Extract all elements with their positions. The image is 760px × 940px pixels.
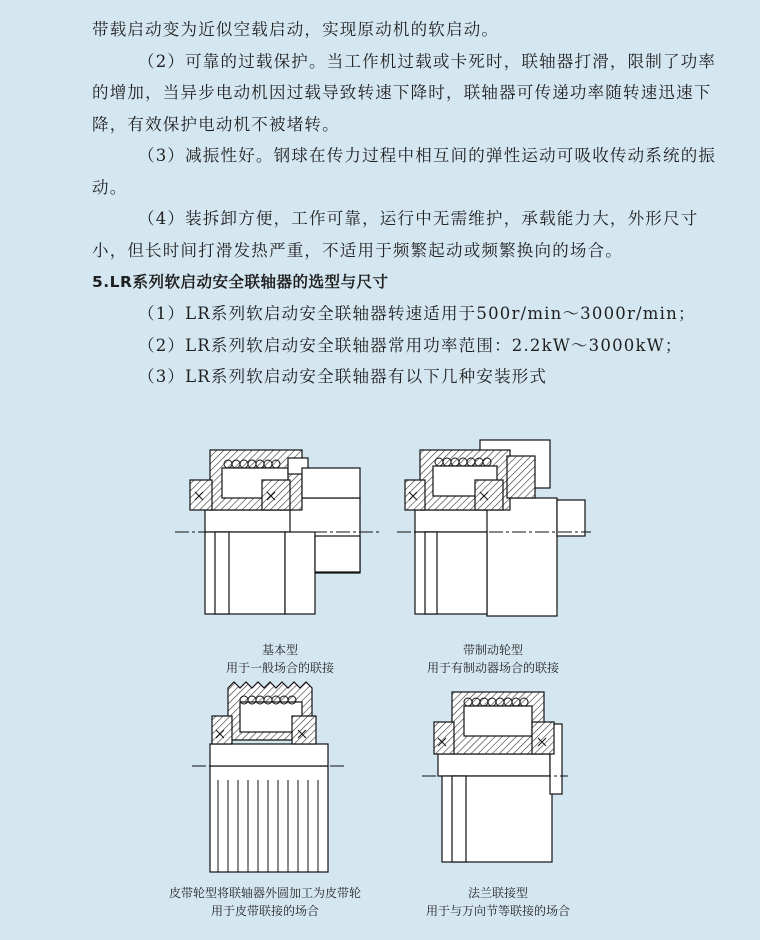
item-installation-types: （3）LR系列软启动安全联轴器有以下几种安装形式 <box>138 367 548 386</box>
paragraph-overload-protection: （2）可靠的过载保护。当工作机过载或卡死时，联轴器打滑，限制了功率的增加，当异步电动机因过载导致转速下降时，联轴器可传递功率随转速迅速下降，有效保护电动机不被堵转。 <box>92 51 717 134</box>
section-heading: 5.LR系列软启动安全联轴器的选型与尺寸 <box>92 273 389 291</box>
figure-caption: 用于皮带联接的场合 <box>210 904 319 918</box>
figure-title: 皮带轮型将联轴器外圆加工为皮带轮 <box>168 886 361 900</box>
caption-flange-type <box>348 884 648 920</box>
figure-caption: 用于有制动器场合的联接 <box>426 661 559 675</box>
drawing-flange-type <box>420 684 570 866</box>
body-text <box>92 14 732 393</box>
item-power-range: （2）LR系列软启动安全联轴器常用功率范围：2.2kW～3000kW； <box>138 335 683 355</box>
figure-caption: 用于与万向节等联接的场合 <box>425 904 570 918</box>
paragraph-maintenance: （4）装拆卸方便，工作可靠，运行中无需维护，承载能力大，外形尺寸小，但长时间打滑发热严重，不适用于频繁起动或频繁换向的场合。 <box>92 209 699 260</box>
caption-brake-wheel-type <box>343 641 643 677</box>
figure-title: 法兰联接型 <box>467 886 528 900</box>
drawing-pulley-type <box>188 680 348 875</box>
paragraph-continuation: 带载启动变为近似空载启动，实现原动机的软启动。 <box>92 20 500 39</box>
drawing-brake-wheel-type <box>395 436 595 620</box>
figure-title: 基本型 <box>261 643 298 657</box>
item-speed-range: （1）LR系列软启动安全联轴器转速适用于500r/min～3000r/min； <box>138 304 696 323</box>
drawing-basic-type <box>170 440 390 620</box>
figure-caption: 用于一般场合的联接 <box>225 661 334 675</box>
figure-title: 带制动轮型 <box>462 643 523 657</box>
paragraph-damping: （3）减振性好。钢球在传力过程中相互间的弹性运动可吸收传动系统的振动。 <box>92 146 717 197</box>
